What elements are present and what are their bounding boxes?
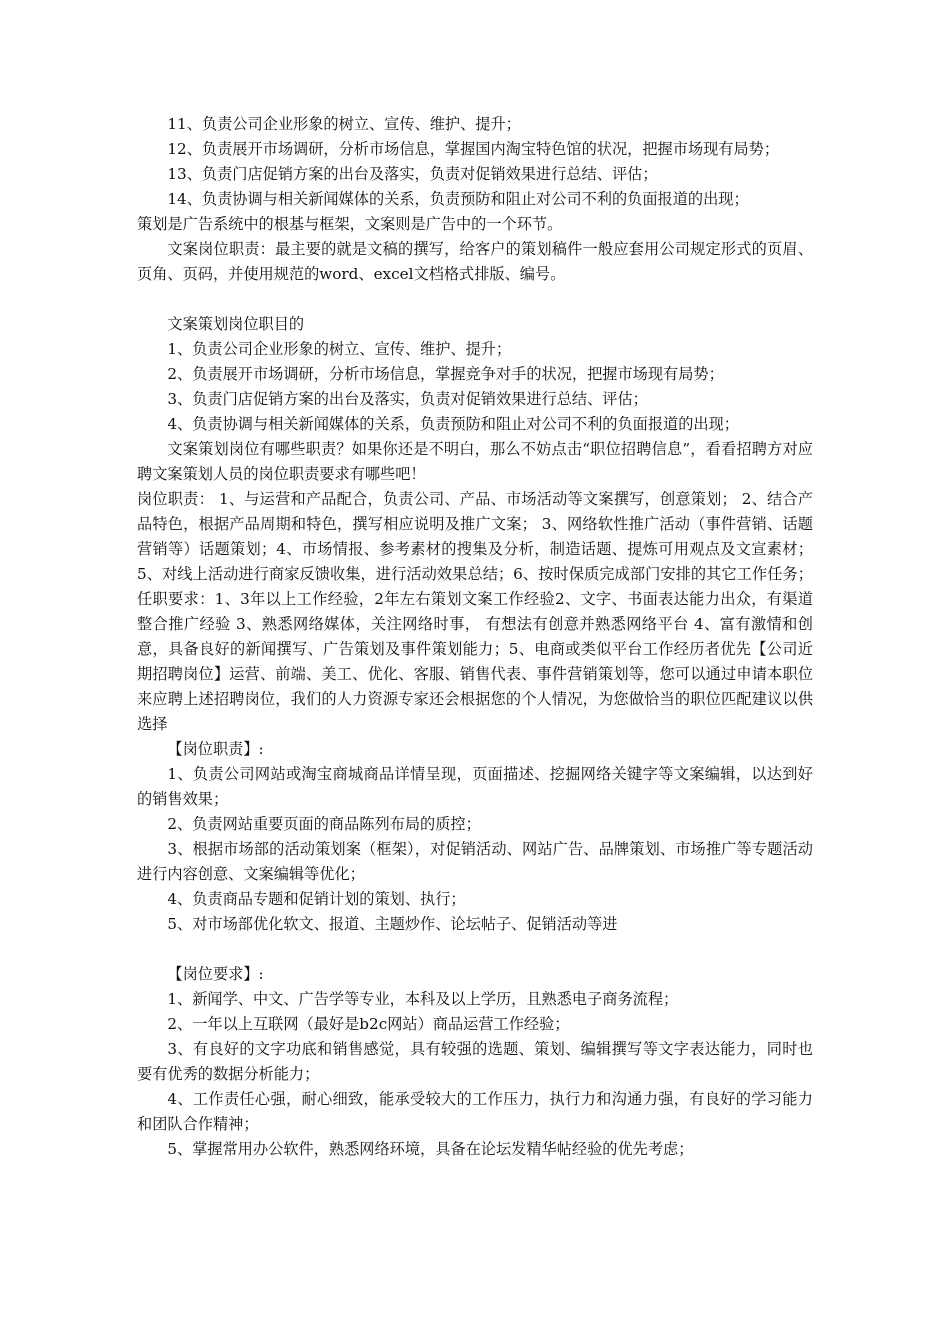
document-body (137, 112, 813, 1162)
paragraph-purpose-2: 2、负责展开市场调研，分析市场信息，掌握竞争对手的状况，把握市场现有局势； (167, 365, 724, 383)
paragraph-purpose-4: 4、负责协调与相关新闻媒体的关系，负责预防和阻止对公司不利的负面报道的出现； (167, 415, 739, 433)
paragraph-question: 文案策划岗位有哪些职责？如果你还是不明白，那么不妨点击“职位招聘信息”，看看招聘方对应聘文案策划人员的岗位职责要求有哪些吧！ (137, 440, 813, 483)
paragraph-duties-5: 5、对市场部优化软文、报道、主题炒作、论坛帖子、促销活动等进 (167, 915, 618, 933)
paragraph-duties-4: 4、负责商品专题和促销计划的策划、执行； (167, 890, 466, 908)
paragraph-duty-12: 12、负责展开市场调研，分析市场信息，掌握国内淘宝特色馆的状况，把握市场现有局势； (167, 140, 780, 158)
paragraph-req-1: 1、新闻学、中文、广告学等专业，本科及以上学历，且熟悉电子商务流程； (167, 990, 679, 1008)
paragraph-purpose-1: 1、负责公司企业形象的树立、宣传、维护、提升； (167, 340, 512, 358)
paragraph-purpose-3: 3、负责门店促销方案的出台及落实，负责对促销效果进行总结、评估； (167, 390, 648, 408)
paragraph-req-3: 3、有良好的文字功底和销售感觉，具有较强的选题、策划、编辑撰写等文字表达能力，同时也要有优秀的数据分析能力； (137, 1040, 813, 1083)
paragraph-req-4: 4、工作责任心强，耐心细致，能承受较大的工作压力，执行力和沟通力强，有良好的学习能力和团队合作精神； (137, 1090, 813, 1133)
paragraph-copywriter-duty: 文案岗位职责：最主要的就是文稿的撰写，给客户的策划稿件一般应套用公司规定形式的页眉、页角、页码，并使用规范的word、excel文档格式排版、编号。 (137, 240, 813, 283)
section-heading-purpose: 文案策划岗位职目的 (167, 315, 305, 333)
blank-line (137, 937, 813, 962)
paragraph-duties-1: 1、负责公司网站或淘宝商城商品详情呈现，页面描述、挖掘网络关键字等文案编辑，以达到好的销售效果； (137, 765, 813, 808)
paragraph-duty-11: 11、负责公司企业形象的树立、宣传、维护、提升； (167, 115, 521, 133)
paragraph-req-2: 2、一年以上互联网（最好是b2c网站）商品运营工作经验； (167, 1015, 570, 1033)
paragraph-duties-3: 3、根据市场部的活动策划案（框架），对促销活动、网站广告、品牌策划、市场推广等专题活动进行内容创意、文案编辑等优化； (137, 840, 813, 883)
paragraph-duty-13: 13、负责门店促销方案的出台及落实，负责对促销效果进行总结、评估； (167, 165, 658, 183)
paragraph-duties-2: 2、负责网站重要页面的商品陈列布局的质控； (167, 815, 481, 833)
paragraph-duty-14: 14、负责协调与相关新闻媒体的关系，负责预防和阻止对公司不利的负面报道的出现； (167, 190, 749, 208)
paragraph-job-duties-long: 岗位职责： 1、与运营和产品配合，负责公司、产品、市场活动等文案撰写，创意策划； 2、结合产品特色，根据产品周期和特色，撰写相应说明及推广文案； 3、网络软性推广活动（事件营销、话题营销等）话题策划；4、市场情报、参考素材的搜集及分析，制造话题、提炼可用观点及文宣素材；5、对线上活动进行商家反馈收集，进行活动效果总结；6、按时保质完成部门安排的其它工作任务；任职要求：1、3年以上工作经验，2年左右策划文案工作经验2、文字、书面表达能力出众，有渠道整合推广经验 3、熟悉网络媒体，关注网络时事， 有想法有创意并熟悉网络平台 4、富有激情和创意，具备良好的新闻撰写、广告策划及事件策划能力；5、电商或类似平台工作经历者优先【公司近期招聘岗位】运营、前端、美工、优化、客服、销售代表、事件营销策划等，您可以通过申请本职位来应聘上述招聘岗位，我们的人力资源专家还会根据您的个人情况，为您做恰当的职位匹配建议以供选择 (137, 490, 813, 733)
section-heading-requirements: 【岗位要求】: (167, 965, 264, 983)
paragraph-planning-note: 策划是广告系统中的根基与框架，文案则是广告中的一个环节。 (137, 215, 563, 233)
blank-line (137, 287, 813, 312)
paragraph-req-5: 5、掌握常用办公软件，熟悉网络环境，具备在论坛发精华帖经验的优先考虑； (167, 1140, 694, 1158)
section-heading-duties: 【岗位职责】: (167, 740, 264, 758)
